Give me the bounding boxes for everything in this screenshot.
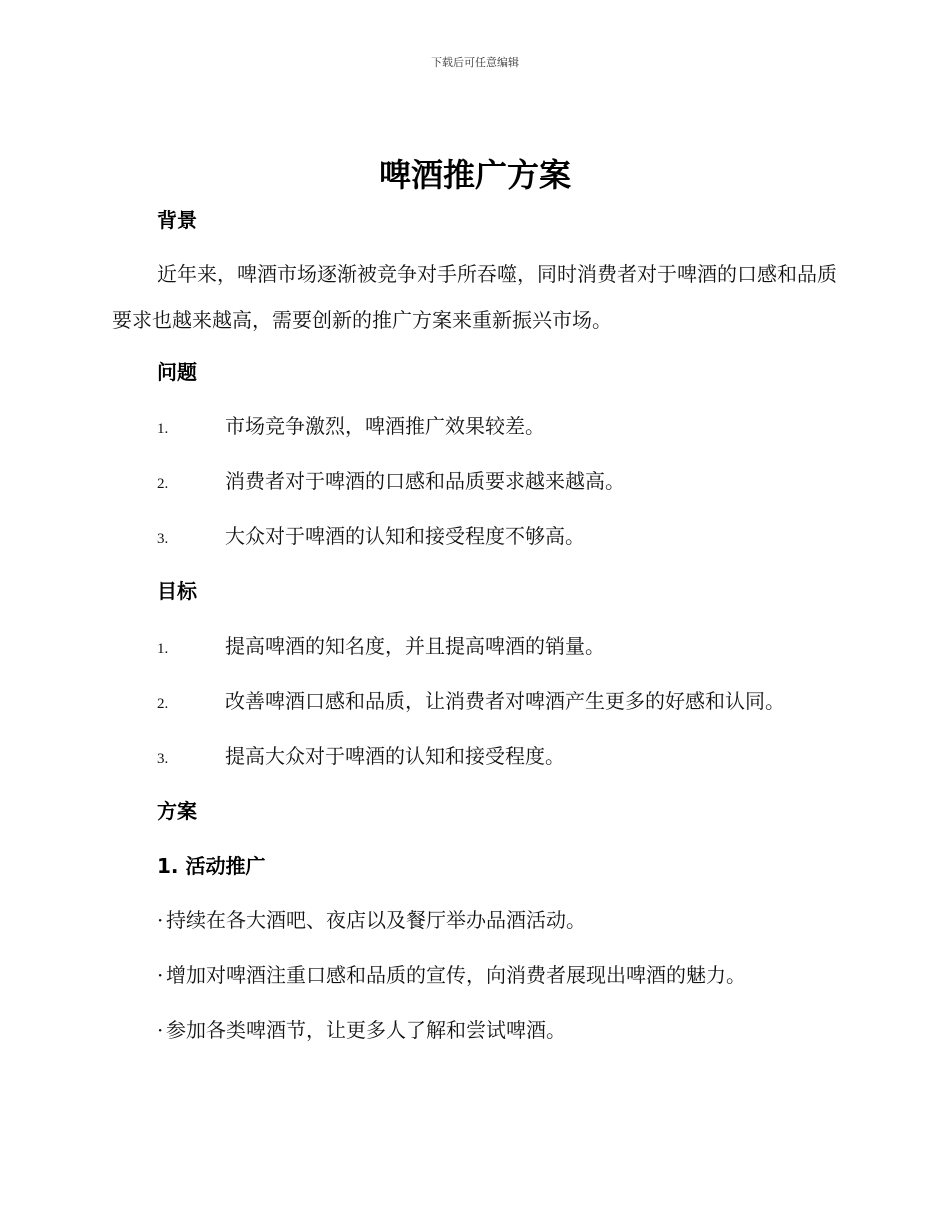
- bullet-symbol: ·: [157, 908, 164, 932]
- list-number: 3.: [157, 531, 169, 547]
- section-heading-plan: 方案: [157, 799, 197, 823]
- background-paragraph: 近年来，啤酒市场逐渐被竞争对手所吞噬，同时消费者对于啤酒的口感和品质要求也越来越高，需要创新的推广方案来重新振兴市场。: [112, 262, 837, 332]
- goal-item: [157, 636, 605, 657]
- bullet-symbol: ·: [157, 1018, 164, 1042]
- list-number: 2.: [157, 476, 169, 492]
- list-number: 1.: [157, 421, 169, 437]
- section-heading-goals: 目标: [157, 579, 197, 603]
- list-item-text: 提高啤酒的知名度，并且提高啤酒的销量。: [225, 634, 605, 658]
- list-item-text: 市场竞争激烈，啤酒推广效果较差。: [225, 414, 545, 438]
- goal-item: [157, 746, 565, 767]
- list-item-text: 提高大众对于啤酒的认知和接受程度。: [225, 744, 565, 768]
- bullet-symbol: ·: [157, 963, 164, 987]
- list-item-text: 消费者对于啤酒的口感和品质要求越来越高。: [225, 469, 625, 493]
- section-heading-problems: 问题: [157, 360, 197, 384]
- header-note: 下载后可任意编辑: [431, 56, 519, 69]
- sub-heading-activity: 1. 活动推广: [157, 854, 266, 878]
- goal-item: [157, 691, 785, 712]
- list-number: 2.: [157, 696, 169, 712]
- bullet-text: 增加对啤酒注重口感和品质的宣传，向消费者展现出啤酒的魅力。: [166, 963, 746, 987]
- problem-item: [157, 416, 545, 437]
- list-item-text: 大众对于啤酒的认知和接受程度不够高。: [225, 524, 585, 548]
- problem-item: [157, 526, 585, 547]
- document-title: 啤酒推广方案: [378, 156, 571, 194]
- problem-item: [157, 471, 625, 492]
- bullet-text: 参加各类啤酒节，让更多人了解和尝试啤酒。: [166, 1018, 566, 1042]
- plan-bullet: [157, 965, 746, 985]
- list-item-text: 改善啤酒口感和品质，让消费者对啤酒产生更多的好感和认同。: [225, 689, 785, 713]
- section-heading-background: 背景: [157, 208, 197, 232]
- list-number: 3.: [157, 751, 169, 767]
- plan-bullet: [157, 910, 586, 930]
- bullet-text: 持续在各大酒吧、夜店以及餐厅举办品酒活动。: [166, 908, 586, 932]
- list-number: 1.: [157, 641, 169, 657]
- plan-bullet: [157, 1020, 566, 1040]
